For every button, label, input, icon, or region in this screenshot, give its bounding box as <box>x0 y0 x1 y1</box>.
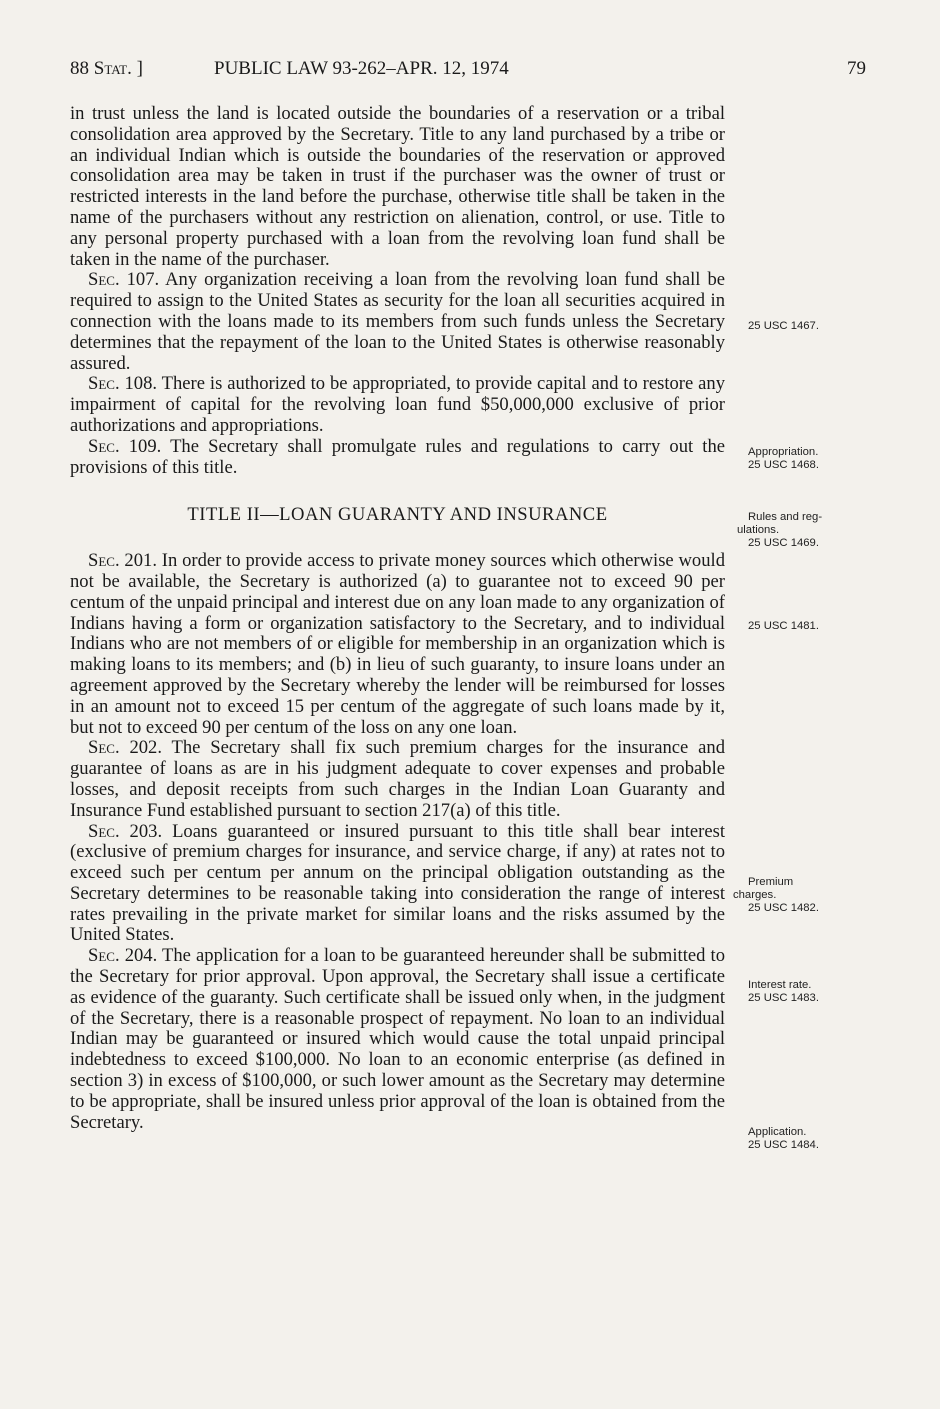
main-text <box>70 104 725 1133</box>
section-text: The Secretary shall promulgate rules and regulations to carry out the provisions of this title. <box>70 435 726 478</box>
margin-note-204 <box>748 1126 868 1152</box>
title-heading: TITLE II—LOAN GUARANTY AND INSURANCE <box>187 504 608 526</box>
section-label: Sec. 108. <box>88 373 158 395</box>
section-201 <box>70 551 725 738</box>
usc-citation: 25 USC 1469. <box>748 537 819 549</box>
margin-note-107 <box>748 320 868 333</box>
public-law-title: PUBLIC LAW 93-262–APR. 12, 1974 <box>214 58 509 79</box>
section-109 <box>70 437 725 479</box>
note-topic-cont: charges. <box>733 889 777 901</box>
section-text: There is authorized to be appropriated, to provide capital and to restore any impairment of capital for the revolving loan fund $50,000,000 exclusive of prior authorizations and appropriations. <box>70 373 725 436</box>
section-107 <box>70 270 725 374</box>
note-topic: Application. <box>748 1126 807 1138</box>
margin-note-108 <box>748 446 868 472</box>
usc-citation: 25 USC 1468. <box>748 459 819 471</box>
section-label: Sec. 203. <box>88 820 163 842</box>
section-204 <box>70 946 725 1133</box>
note-topic: Interest rate. <box>748 979 812 991</box>
section-label: Sec. 201. <box>88 550 157 572</box>
margin-note-203 <box>748 979 868 1005</box>
section-label: Sec. 109. <box>88 435 162 457</box>
note-topic: Premium <box>748 876 794 888</box>
note-topic: Appropriation. <box>748 446 819 458</box>
margin-note-109 <box>737 511 868 550</box>
page-number: 79 <box>847 58 866 79</box>
section-label: Sec. 107. <box>88 269 160 291</box>
running-header <box>70 58 866 84</box>
statute-reference: 88 Stat. ] <box>70 58 143 79</box>
note-topic-cont: ulations. <box>737 524 780 536</box>
section-label: Sec. 204. <box>88 945 158 967</box>
margin-note-201 <box>748 620 868 633</box>
usc-citation: 25 USC 1483. <box>748 992 819 1004</box>
section-label: Sec. 202. <box>88 737 162 759</box>
section-text: The Secretary shall fix such premium charges for the insurance and guarantee of loans as are in his judgment adequate to cover expenses and probable losses, and deposit receipts from such charges in the Indian Loan Guaranty and Insurance Fund established pursuant to section 217(a) of this title. <box>70 737 725 821</box>
continued-paragraph: in trust unless the land is located outside the boundaries of a reservation or a tribal consolidation area approved by the Secretary. Title to any land purchased by a tribe or an individual Indian which is outside the boundaries of the reservation or approved consolidation area may be taken in trust if the purchaser was the owner of trust or restricted interests in the land before the purchase, otherwise title shall be taken in the name of the purchasers without any restriction on alienation, control, or use. Title to any personal property purchased with a loan from the revolving loan fund shall be taken in the name of the purchaser. <box>70 103 725 270</box>
usc-citation: 25 USC 1484. <box>748 1139 819 1151</box>
note-topic: Rules and reg- <box>748 511 823 523</box>
section-text: The application for a loan to be guaranteed hereunder shall be submitted to the Secretary for prior approval. Upon approval, the Secretary shall issue a certificate as evidence of the guaranty. Such certificate shall be issued only when, in the judgment of the Secretary, there is a reasonable prospect of repayment. No loan to an individual Indian may be guaranteed or insured which would cause the total unpaid principal indebtedness to exceed $100,000. No loan to an economic enterprise (as defined in section 3) in excess of $100,000, or such lower amount as the Secretary may determine to be appropriate, shall be insured unless prior approval of the loan is obtained from the Secretary. <box>70 945 725 1133</box>
usc-citation: 25 USC 1467. <box>748 320 819 332</box>
section-text: Loans guaranteed or insured pursuant to this title shall bear interest (exclusive of premium charges for insurance, and service charge, if any) at rates not to exceed such per centum per annum on the principal obligation outstanding as the Secretary determines to be reasonable taking into consideration the range of interest rates prevailing in the private market for similar loans and the risks assumed by the United States. <box>70 820 726 946</box>
section-text: Any organization receiving a loan from the revolving loan fund shall be required to assign to the United States as security for the loan all securities acquired in connection with the loans made to its members from such funds unless the Secretary determines that the repayment of the loan to the United States is otherwise reasonably assured. <box>70 269 725 374</box>
usc-citation: 25 USC 1481. <box>748 620 819 632</box>
usc-citation: 25 USC 1482. <box>748 902 819 914</box>
section-202 <box>70 738 725 821</box>
section-203 <box>70 822 725 947</box>
section-text: In order to provide access to private money sources which otherwise would not be available, the Secretary is authorized (a) to guarantee not to exceed 90 per centum of the unpaid principal and interest due on any loan made to any organization of Indians having a form or organization satisfactory to the Secretary, and to individual Indians who are not members of or eligible for membership in an organization which is making loans to its members; and (b) in lieu of such guaranty, to insure loans under an agreement approved by the Secretary whereby the lender will be reimbursed for losses in an amount not to exceed 15 per centum of the aggregate of such loans made by it, but not to exceed 90 per centum of the loss on any one loan. <box>70 550 725 738</box>
margin-note-202 <box>733 876 868 915</box>
section-108 <box>70 374 725 436</box>
